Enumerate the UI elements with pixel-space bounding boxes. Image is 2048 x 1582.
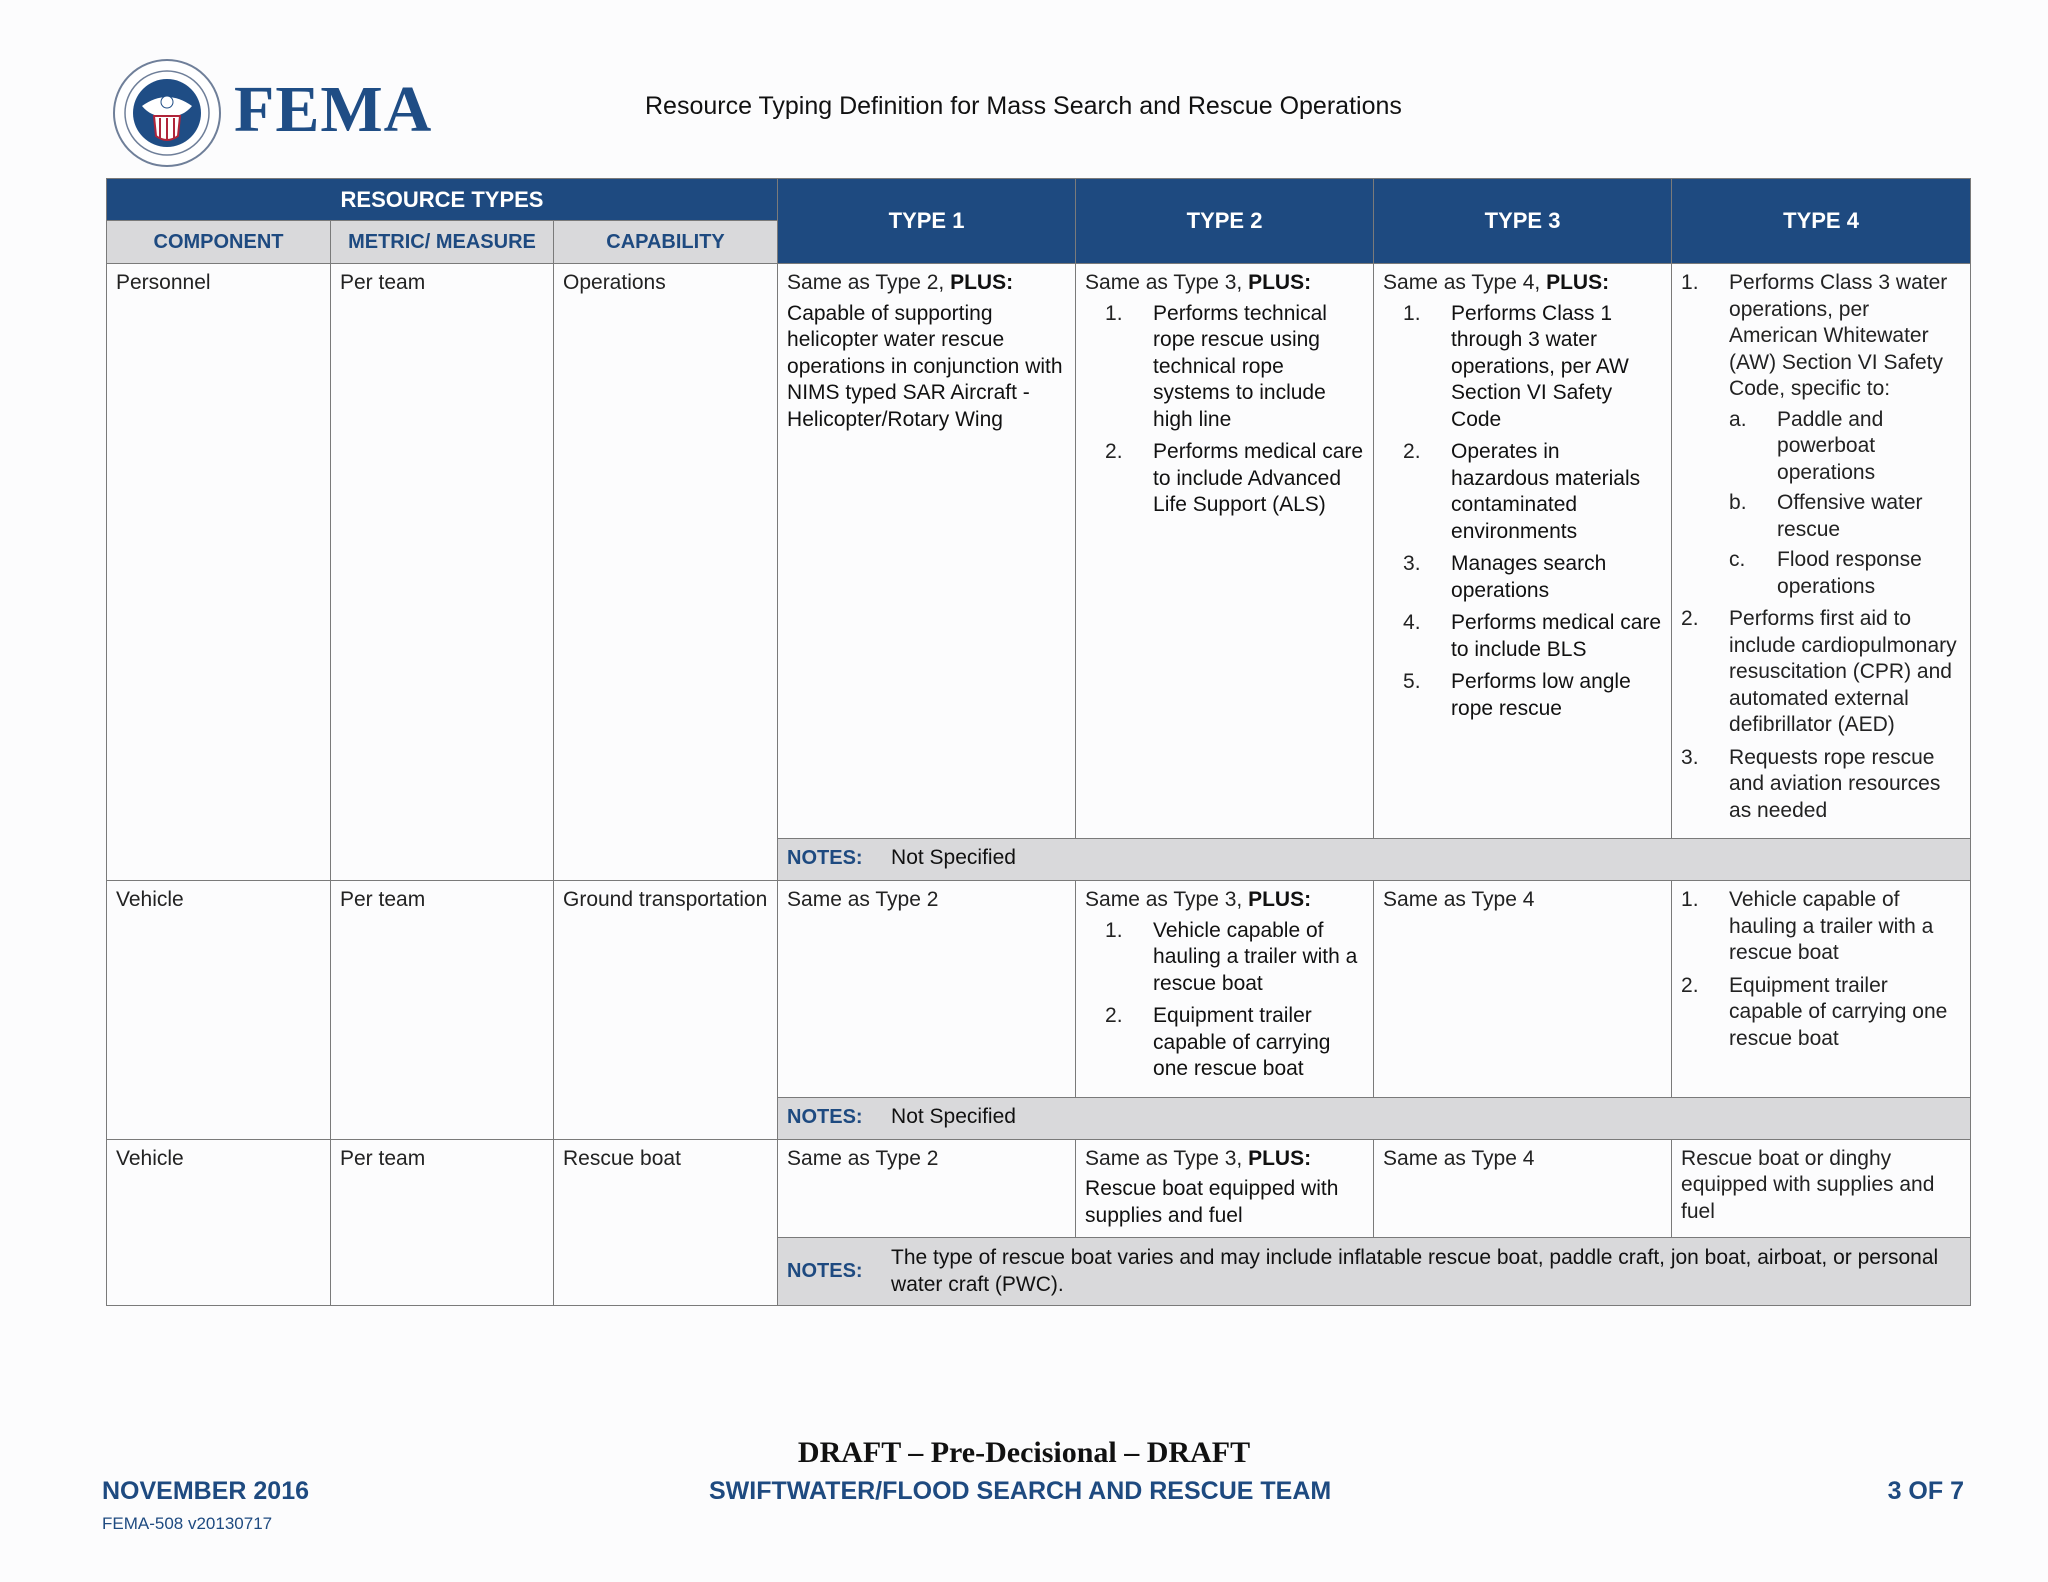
type1-cell: Same as Type 2 xyxy=(778,1139,1076,1238)
document-title: Resource Typing Definition for Mass Search and Rescue Operations xyxy=(645,92,1402,120)
type4-cell xyxy=(1672,881,1971,1098)
plus-label: PLUS: xyxy=(1248,1146,1312,1170)
notes-text: Not Specified xyxy=(891,1104,1016,1128)
list-item: 3. Requests rope rescue and aviation resources as needed xyxy=(1681,745,1941,822)
metric-cell: Per team xyxy=(331,1139,554,1306)
component-cell: Personnel xyxy=(107,264,331,881)
type2-text: Rescue boat equipped with supplies and fuel xyxy=(1085,1177,1339,1227)
list-item: 2. Performs first aid to include cardiopulmonary resuscitation (CPR) and automated external defibrillator (AED) xyxy=(1681,607,1957,736)
resource-typing-table xyxy=(106,178,1971,1306)
type4-sublist xyxy=(1681,407,1961,601)
list-item: 2. Equipment trailer capable of carrying one rescue boat xyxy=(1105,1004,1331,1080)
list-item: c. Flood response operations xyxy=(1729,548,1922,598)
footer-team: SWIFTWATER/FLOOD SEARCH AND RESCUE TEAM xyxy=(709,1477,1332,1505)
fema-logo xyxy=(112,58,433,170)
list-item: 1. Performs technical rope rescue using technical rope systems to include high line xyxy=(1105,301,1327,431)
capability-header: CAPABILITY xyxy=(554,221,778,264)
type1-cell: Same as Type 2 xyxy=(778,881,1076,1098)
plus-label: PLUS: xyxy=(1248,271,1312,294)
notes-row xyxy=(778,1097,1971,1139)
type4-cell xyxy=(1672,264,1971,839)
list-item: 4. Performs medical care to include BLS xyxy=(1403,611,1662,661)
notes-label: NOTES: xyxy=(787,1260,863,1283)
capability-cell: Rescue boat xyxy=(554,1139,778,1306)
metric-cell: Per team xyxy=(331,264,554,881)
type2-cell xyxy=(1076,881,1374,1098)
plus-label: PLUS: xyxy=(950,271,1014,294)
type2-list xyxy=(1085,918,1364,1083)
dhs-seal-icon xyxy=(112,58,222,168)
type3-cell: Same as Type 4 xyxy=(1374,1139,1672,1238)
list-item: 3. Manages search operations xyxy=(1403,552,1607,602)
type4-list xyxy=(1681,270,1961,824)
fema-wordmark: FEMA xyxy=(234,73,433,146)
notes-row xyxy=(778,1238,1971,1306)
notes-label: NOTES: xyxy=(787,1105,863,1128)
table-row xyxy=(107,1139,1971,1238)
component-cell: Vehicle xyxy=(107,881,331,1140)
metric-cell: Per team xyxy=(331,881,554,1140)
list-item: 1. Performs Class 1 through 3 water operations, per AW Section VI Safety Code xyxy=(1403,301,1629,431)
notes-row xyxy=(778,839,1971,881)
footer-page-number: 3 OF 7 xyxy=(1887,1477,1964,1505)
list-item: 1. Vehicle capable of hauling a trailer with a rescue boat xyxy=(1681,888,1934,964)
plus-label: PLUS: xyxy=(1248,888,1312,911)
list-item: 5. Performs low angle rope rescue xyxy=(1403,670,1631,720)
footer-date: NOVEMBER 2016 xyxy=(102,1477,310,1505)
same-as-text: Same as Type 3, xyxy=(1085,1146,1243,1170)
same-as-text: Same as Type 3, xyxy=(1085,271,1243,294)
same-as-text: Same as Type 4, xyxy=(1383,271,1541,294)
list-item: 1. Vehicle capable of hauling a trailer with a rescue boat xyxy=(1105,918,1358,995)
list-item: 1. Performs Class 3 water operations, per American Whitewater (AW) Section VI Safety Code, specific to: a. Paddle and powerboat operations b. Offensive water rescue c. Flood response operations xyxy=(1681,270,1961,600)
type2-cell xyxy=(1076,1139,1374,1238)
type4-cell: Rescue boat or dinghy equipped with supplies and fuel xyxy=(1672,1139,1971,1238)
type4-list xyxy=(1681,887,1961,1052)
notes-text: Not Specified xyxy=(891,846,1016,869)
plus-label: PLUS: xyxy=(1546,271,1610,294)
draft-banner: DRAFT – Pre-Decisional – DRAFT xyxy=(797,1436,1251,1469)
resource-types-header: RESOURCE TYPES xyxy=(107,179,778,221)
type3-list xyxy=(1383,301,1662,723)
list-item: a. Paddle and powerboat operations xyxy=(1729,407,1884,484)
list-item: b. Offensive water rescue xyxy=(1729,491,1923,541)
notes-text: The type of rescue boat varies and may include inflatable rescue boat, paddle craft, jon boat, airboat, or personal water craft (PWC). xyxy=(891,1246,1939,1296)
type3-cell xyxy=(1374,264,1672,839)
notes-label: NOTES: xyxy=(787,847,863,869)
metric-header: METRIC/ MEASURE xyxy=(331,221,554,264)
table-row xyxy=(107,881,1971,1098)
type2-list xyxy=(1085,301,1364,519)
type4-header: TYPE 4 xyxy=(1672,179,1971,264)
list-item: 2. Operates in hazardous materials contaminated environments xyxy=(1403,440,1641,543)
type1-header: TYPE 1 xyxy=(778,179,1076,264)
type2-header: TYPE 2 xyxy=(1076,179,1374,264)
component-header: COMPONENT xyxy=(107,221,331,264)
same-as-text: Same as Type 2, xyxy=(787,271,945,294)
type2-cell xyxy=(1076,264,1374,839)
capability-cell: Operations xyxy=(554,264,778,881)
list-item: 2. Equipment trailer capable of carrying one rescue boat xyxy=(1681,973,1948,1050)
type1-cell xyxy=(778,264,1076,839)
component-cell: Vehicle xyxy=(107,1139,331,1306)
same-as-text: Same as Type 3, xyxy=(1085,888,1243,911)
list-item: 2. Performs medical care to include Advanced Life Support (ALS) xyxy=(1105,440,1364,516)
type3-cell: Same as Type 4 xyxy=(1374,881,1672,1098)
capability-cell: Ground transportation xyxy=(554,881,778,1140)
type1-text: Capable of supporting helicopter water rescue operations in conjunction with NIMS typed SAR Aircraft - Helicopter/Rotary Wing xyxy=(787,301,1063,431)
footer-version: FEMA-508 v20130717 xyxy=(102,1514,273,1533)
type3-header: TYPE 3 xyxy=(1374,179,1672,264)
table-row xyxy=(107,264,1971,839)
